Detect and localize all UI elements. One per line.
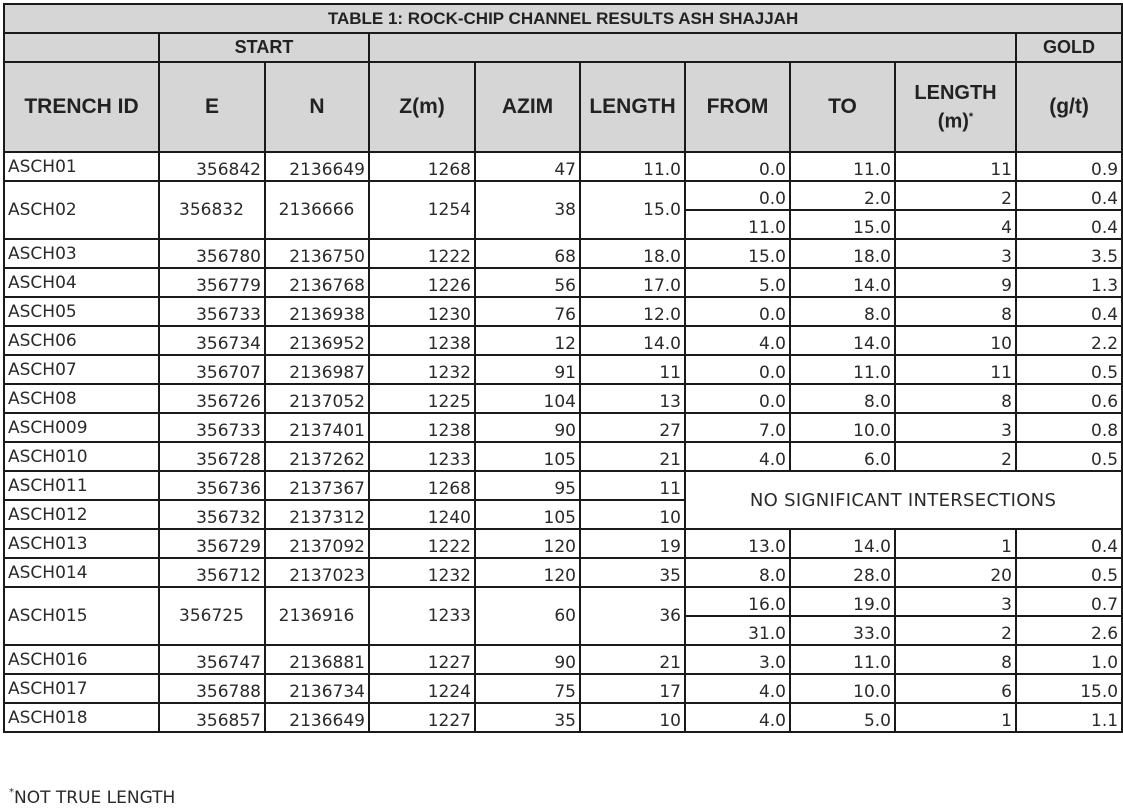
gold-cell: 1.1 [1016,703,1122,732]
azim-cell: 76 [475,297,580,326]
from-cell: 11.0 [685,210,790,239]
len-cell: 8 [895,297,1016,326]
gold-cell: 0.4 [1016,181,1122,210]
n-cell: 2136750 [265,239,369,268]
from-cell: 0.0 [685,181,790,210]
length-cell: 11.0 [580,152,685,181]
length-cell: 10 [580,703,685,732]
len-cell: 8 [895,384,1016,413]
trench-id-cell: ASCH08 [4,384,159,413]
header-n: N [265,62,369,152]
from-cell: 5.0 [685,268,790,297]
e-cell: 356712 [159,558,265,587]
gold-cell: 0.9 [1016,152,1122,181]
trench-id-cell: ASCH01 [4,152,159,181]
len-cell: 11 [895,152,1016,181]
gold-cell: 0.5 [1016,442,1122,471]
gold-cell: 2.6 [1016,616,1122,645]
table-row [4,674,1122,703]
len-cell: 1 [895,703,1016,732]
e-cell: 356747 [159,645,265,674]
e-cell: 356736 [159,471,265,500]
trench-id-cell: ASCH018 [4,703,159,732]
trench-id-cell: ASCH05 [4,297,159,326]
n-cell: 2137023 [265,558,369,587]
length-cell: 18.0 [580,239,685,268]
from-cell: 4.0 [685,326,790,355]
to-cell: 14.0 [790,326,895,355]
to-cell: 33.0 [790,616,895,645]
table-row [4,645,1122,674]
gold-cell: 0.4 [1016,297,1122,326]
table-row [4,471,1122,500]
e-cell: 356707 [159,355,265,384]
n-cell: 2136666 [265,181,369,239]
e-cell: 356779 [159,268,265,297]
header-from: FROM [685,62,790,152]
len-cell: 20 [895,558,1016,587]
header-gold: GOLD [1016,33,1122,62]
table-title-row [4,4,1122,33]
z-cell: 1240 [369,500,475,529]
header-length-m-unit: (m) [937,110,969,133]
e-cell: 356726 [159,384,265,413]
header-z: Z(m) [369,62,475,152]
from-cell: 7.0 [685,413,790,442]
n-cell: 2136768 [265,268,369,297]
from-cell: 8.0 [685,558,790,587]
to-cell: 14.0 [790,268,895,297]
n-cell: 2136952 [265,326,369,355]
from-cell: 0.0 [685,152,790,181]
e-cell: 356734 [159,326,265,355]
z-cell: 1225 [369,384,475,413]
trench-id-cell: ASCH016 [4,645,159,674]
n-cell: 2136987 [265,355,369,384]
azim-cell: 120 [475,558,580,587]
gold-cell: 15.0 [1016,674,1122,703]
azim-cell: 105 [475,500,580,529]
from-cell: 0.0 [685,355,790,384]
to-cell: 2.0 [790,181,895,210]
e-cell: 356780 [159,239,265,268]
azim-cell: 75 [475,674,580,703]
len-cell: 8 [895,645,1016,674]
to-cell: 10.0 [790,674,895,703]
length-cell: 27 [580,413,685,442]
e-cell: 356842 [159,152,265,181]
header-group-row [4,33,1122,62]
to-cell: 28.0 [790,558,895,587]
to-cell: 11.0 [790,355,895,384]
azim-cell: 91 [475,355,580,384]
len-cell: 3 [895,587,1016,616]
azim-cell: 12 [475,326,580,355]
header-length-m [895,62,1016,152]
trench-id-cell: ASCH017 [4,674,159,703]
z-cell: 1227 [369,645,475,674]
trench-id-cell: ASCH013 [4,529,159,558]
azim-cell: 38 [475,181,580,239]
e-cell: 356733 [159,297,265,326]
trench-id-cell: ASCH014 [4,558,159,587]
from-cell: 13.0 [685,529,790,558]
results-table-container [3,3,1121,808]
gold-cell: 0.5 [1016,558,1122,587]
n-cell: 2136649 [265,703,369,732]
len-cell: 3 [895,413,1016,442]
z-cell: 1238 [369,413,475,442]
table-row [4,152,1122,181]
len-cell: 6 [895,674,1016,703]
from-cell: 4.0 [685,442,790,471]
to-cell: 5.0 [790,703,895,732]
z-cell: 1227 [369,703,475,732]
azim-cell: 60 [475,587,580,645]
length-cell: 11 [580,355,685,384]
trench-id-cell: ASCH015 [4,587,159,645]
from-cell: 16.0 [685,587,790,616]
gold-cell: 0.7 [1016,587,1122,616]
e-cell: 356857 [159,703,265,732]
length-cell: 35 [580,558,685,587]
to-cell: 8.0 [790,384,895,413]
table-row [4,413,1122,442]
e-cell: 356729 [159,529,265,558]
gold-cell: 1.0 [1016,645,1122,674]
gold-cell: 3.5 [1016,239,1122,268]
len-cell: 2 [895,616,1016,645]
table-row [4,181,1122,210]
len-cell: 10 [895,326,1016,355]
header-blank-span [369,33,1016,62]
len-cell: 2 [895,181,1016,210]
azim-cell: 104 [475,384,580,413]
e-cell: 356788 [159,674,265,703]
gold-cell: 2.2 [1016,326,1122,355]
len-cell: 11 [895,355,1016,384]
table-row [4,268,1122,297]
gold-cell: 0.5 [1016,355,1122,384]
header-length-m-label: LENGTH [914,81,997,104]
length-cell: 14.0 [580,326,685,355]
from-cell: 4.0 [685,674,790,703]
footnote-mark: * [9,787,14,798]
e-cell: 356732 [159,500,265,529]
z-cell: 1233 [369,442,475,471]
length-cell: 12.0 [580,297,685,326]
table-row [4,384,1122,413]
n-cell: 2137092 [265,529,369,558]
header-trench-id: TRENCH ID [4,62,159,152]
azim-cell: 105 [475,442,580,471]
table-title: TABLE 1: ROCK-CHIP CHANNEL RESULTS ASH SHAJJAH [4,4,1122,33]
azim-cell: 47 [475,152,580,181]
n-cell: 2137052 [265,384,369,413]
results-table [3,3,1123,733]
length-cell: 10 [580,500,685,529]
trench-id-cell: ASCH010 [4,442,159,471]
e-cell: 356733 [159,413,265,442]
header-start: START [159,33,369,62]
trench-id-cell: ASCH02 [4,181,159,239]
table-row [4,297,1122,326]
length-cell: 15.0 [580,181,685,239]
table-row [4,239,1122,268]
table-row [4,326,1122,355]
z-cell: 1268 [369,152,475,181]
len-cell: 2 [895,442,1016,471]
z-cell: 1232 [369,355,475,384]
trench-id-cell: ASCH07 [4,355,159,384]
azim-cell: 35 [475,703,580,732]
azim-cell: 56 [475,268,580,297]
table-row [4,355,1122,384]
azim-cell: 90 [475,645,580,674]
header-gold-unit: (g/t) [1016,62,1122,152]
n-cell: 2136938 [265,297,369,326]
footnote-text: NOT TRUE LENGTH [14,788,176,808]
gold-cell: 1.3 [1016,268,1122,297]
from-cell: 15.0 [685,239,790,268]
n-cell: 2137401 [265,413,369,442]
to-cell: 8.0 [790,297,895,326]
z-cell: 1254 [369,181,475,239]
trench-id-cell: ASCH03 [4,239,159,268]
z-cell: 1268 [369,471,475,500]
header-e: E [159,62,265,152]
len-cell: 4 [895,210,1016,239]
n-cell: 2136881 [265,645,369,674]
header-blank-cell [4,33,159,62]
len-cell: 1 [895,529,1016,558]
header-azim: AZIM [475,62,580,152]
n-cell: 2137367 [265,471,369,500]
azim-cell: 68 [475,239,580,268]
length-cell: 21 [580,442,685,471]
to-cell: 11.0 [790,645,895,674]
table-row [4,442,1122,471]
length-cell: 36 [580,587,685,645]
to-cell: 15.0 [790,210,895,239]
length-cell: 11 [580,471,685,500]
e-cell: 356728 [159,442,265,471]
gold-cell: 0.6 [1016,384,1122,413]
z-cell: 1224 [369,674,475,703]
n-cell: 2136649 [265,152,369,181]
len-cell: 3 [895,239,1016,268]
header-columns-row [4,62,1122,152]
len-cell: 9 [895,268,1016,297]
trench-id-cell: ASCH04 [4,268,159,297]
length-cell: 17 [580,674,685,703]
from-cell: 0.0 [685,297,790,326]
trench-id-cell: ASCH009 [4,413,159,442]
gold-cell: 0.8 [1016,413,1122,442]
to-cell: 6.0 [790,442,895,471]
length-cell: 13 [580,384,685,413]
z-cell: 1222 [369,529,475,558]
from-cell: 0.0 [685,384,790,413]
table-row [4,587,1122,616]
no-significant-intersections: NO SIGNIFICANT INTERSECTIONS [685,471,1122,529]
to-cell: 14.0 [790,529,895,558]
n-cell: 2137312 [265,500,369,529]
header-length: LENGTH [580,62,685,152]
n-cell: 2136734 [265,674,369,703]
to-cell: 19.0 [790,587,895,616]
to-cell: 10.0 [790,413,895,442]
azim-cell: 95 [475,471,580,500]
footnote [9,787,175,808]
z-cell: 1226 [369,268,475,297]
to-cell: 11.0 [790,152,895,181]
n-cell: 2136916 [265,587,369,645]
gold-cell: 0.4 [1016,210,1122,239]
header-length-m-mark: * [968,110,974,123]
trench-id-cell: ASCH012 [4,500,159,529]
azim-cell: 90 [475,413,580,442]
to-cell: 18.0 [790,239,895,268]
from-cell: 4.0 [685,703,790,732]
e-cell: 356832 [159,181,265,239]
table-row [4,703,1122,732]
z-cell: 1222 [369,239,475,268]
z-cell: 1230 [369,297,475,326]
table-row [4,529,1122,558]
z-cell: 1233 [369,587,475,645]
azim-cell: 120 [475,529,580,558]
trench-id-cell: ASCH06 [4,326,159,355]
n-cell: 2137262 [265,442,369,471]
z-cell: 1232 [369,558,475,587]
header-to: TO [790,62,895,152]
from-cell: 3.0 [685,645,790,674]
length-cell: 17.0 [580,268,685,297]
from-cell: 31.0 [685,616,790,645]
trench-id-cell: ASCH011 [4,471,159,500]
table-row [4,558,1122,587]
length-cell: 19 [580,529,685,558]
length-cell: 21 [580,645,685,674]
gold-cell: 0.4 [1016,529,1122,558]
z-cell: 1238 [369,326,475,355]
e-cell: 356725 [159,587,265,645]
